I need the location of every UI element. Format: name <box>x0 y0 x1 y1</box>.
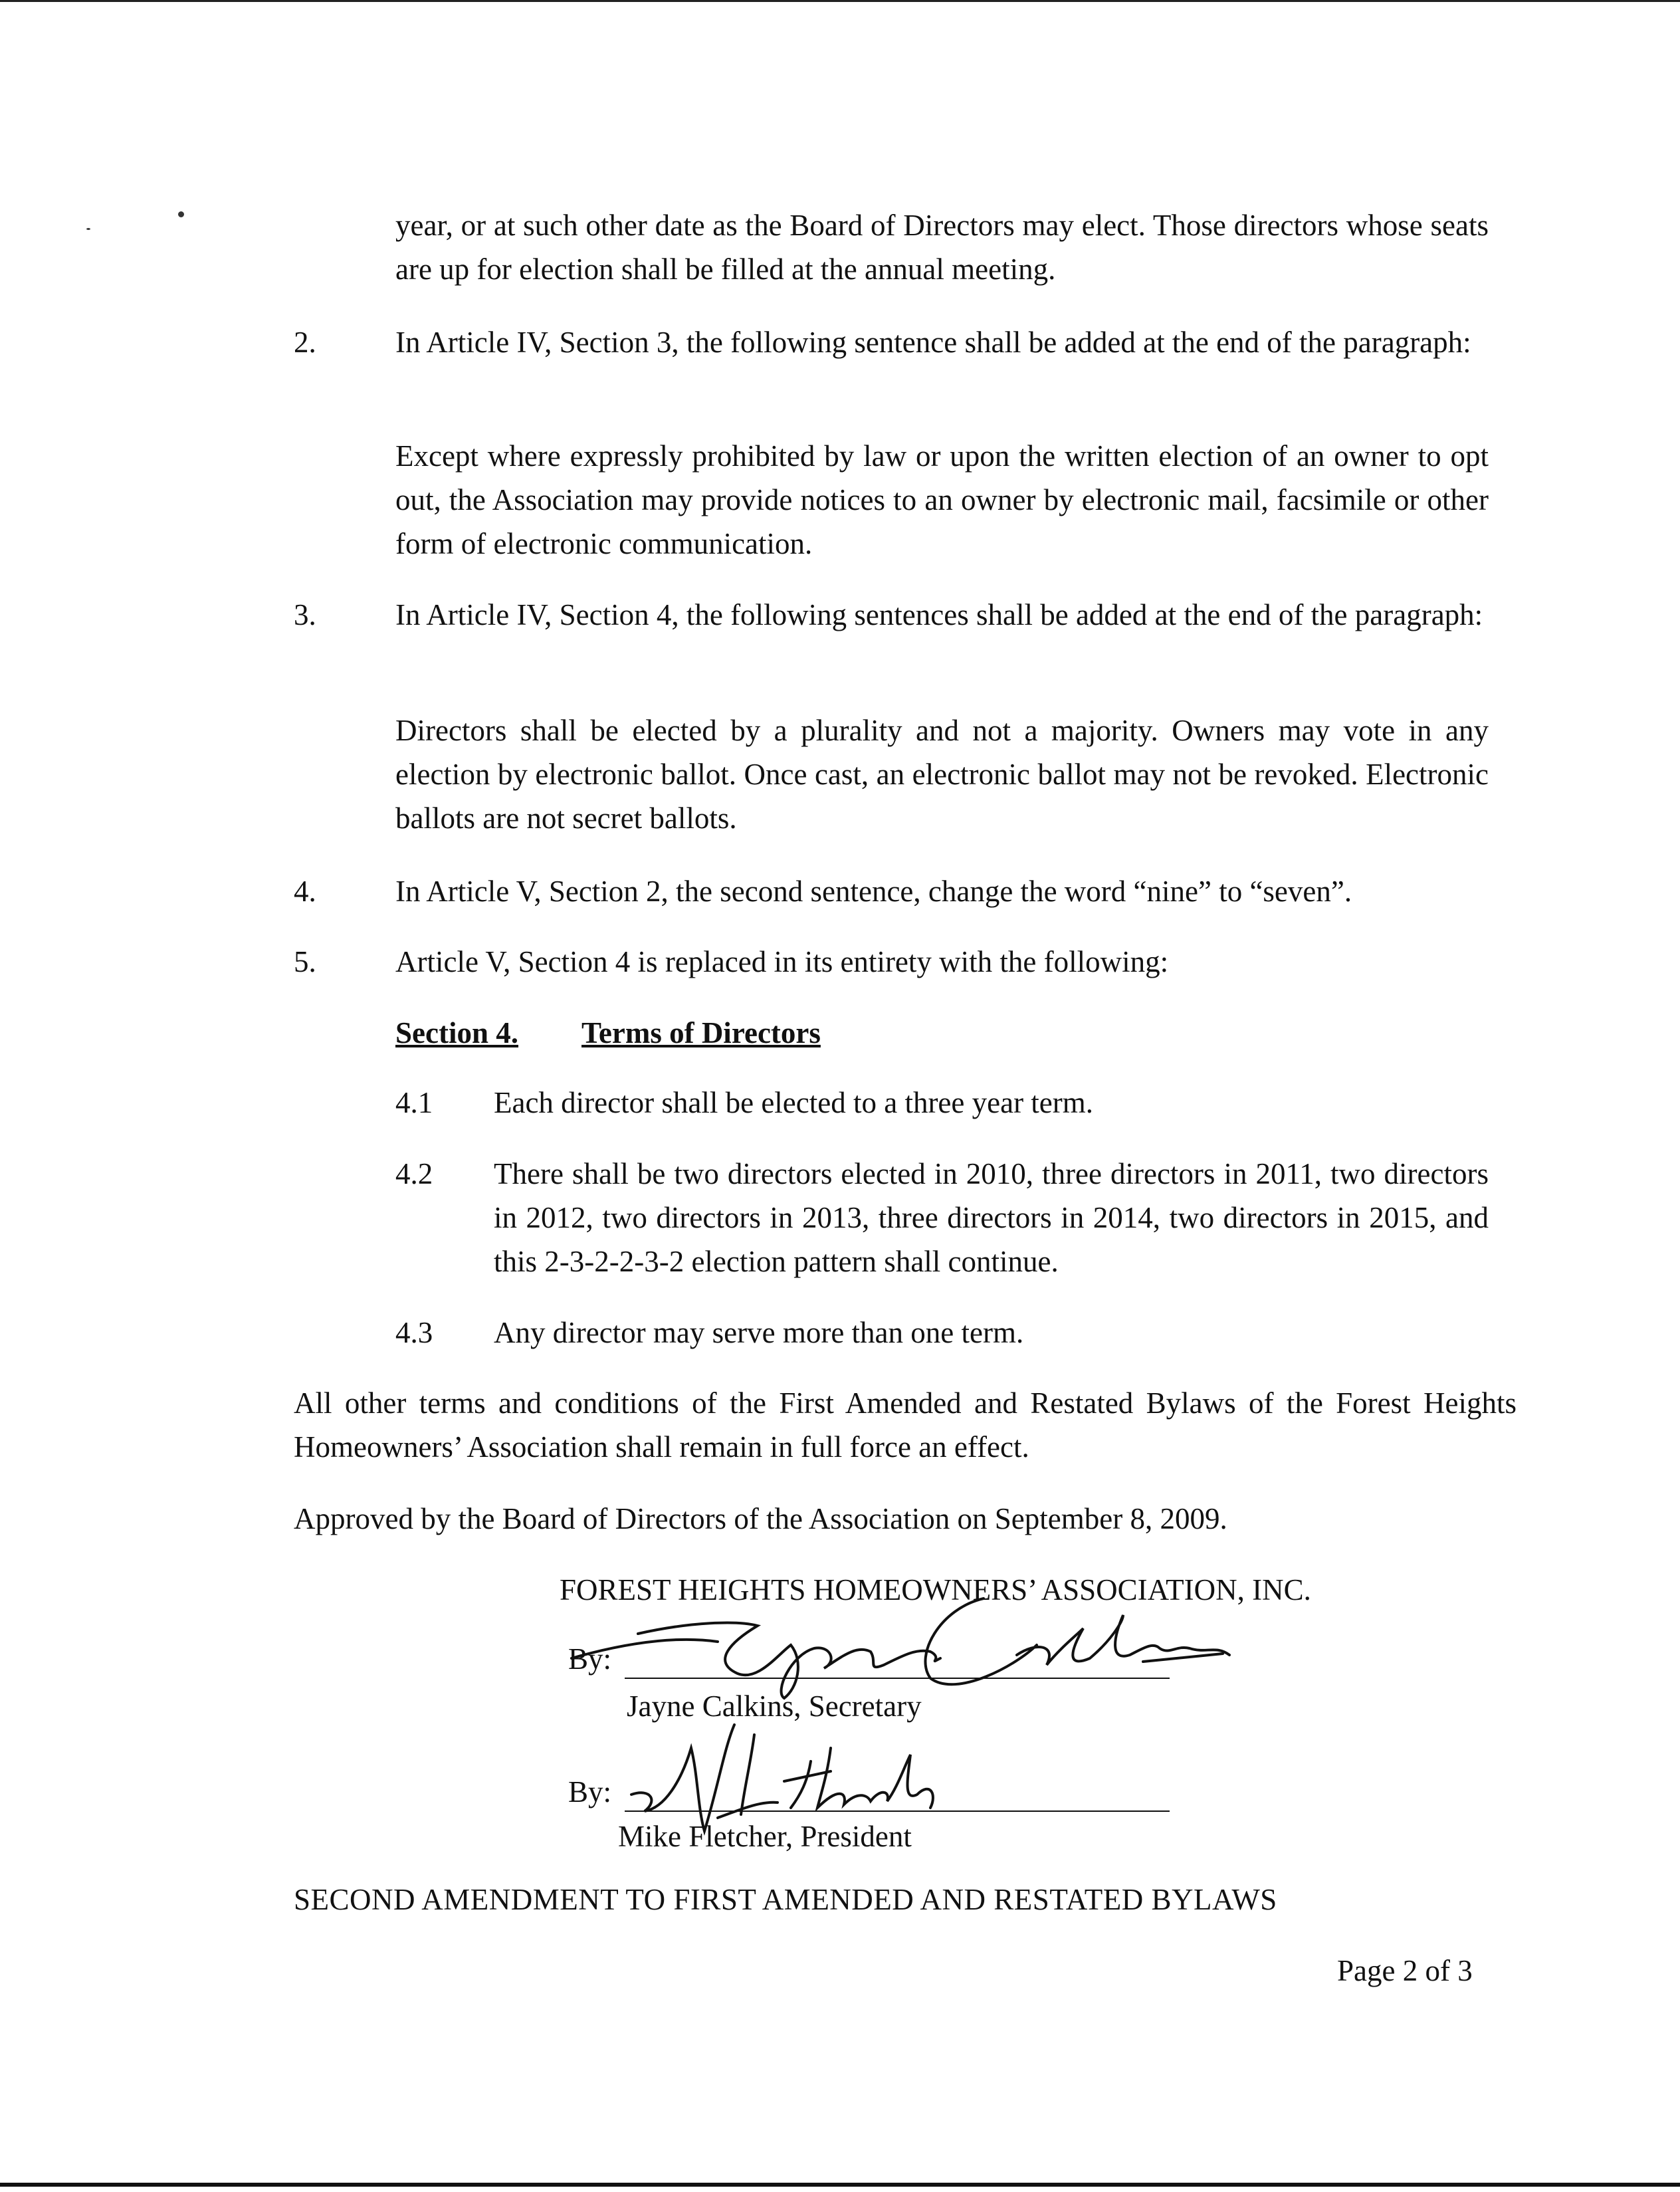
subitem-text: Any director may serve more than one term. <box>494 1316 1024 1349</box>
continued-paragraph: year, or at such other date as the Board of Directors may elect. Those directors whose seats are up for election shall be filled at the annual meeting. <box>395 209 1489 286</box>
section-title: Terms of Directors <box>581 1016 821 1049</box>
signer-name-title: Mike Fletcher, President <box>618 1820 912 1853</box>
by-label: By: <box>568 1775 612 1808</box>
subitem-text: Each director shall be elected to a three year term. <box>494 1086 1094 1119</box>
closing-paragraph: All other terms and conditions of the First Amended and Restated Bylaws of the Forest Heights Homeowners’ Association shall remain in full force an effect. <box>294 1386 1517 1464</box>
organization-name: FOREST HEIGHTS HOMEOWNERS’ ASSOCIATION, INC. <box>560 1573 1311 1606</box>
footer-title: SECOND AMENDMENT TO FIRST AMENDED AND RESTATED BYLAWS <box>294 1883 1277 1916</box>
subitem-text: There shall be two directors elected in 2010, three directors in 2011, two directors in 2012, two directors in 2013, three directors in 2014, two directors in 2015, and this 2-3-2-2-3-2 election pattern shall continue. <box>494 1157 1489 1278</box>
approval-statement: Approved by the Board of Directors of the Association on September 8, 2009. <box>294 1502 1227 1535</box>
signer-name-title: Jayne Calkins, Secretary <box>627 1690 922 1723</box>
item-number: 3. <box>294 598 316 631</box>
item-number: 4. <box>294 875 316 908</box>
page-bottom-edge <box>0 2183 1680 2187</box>
scan-speck <box>178 211 184 217</box>
quoted-paragraph: Directors shall be elected by a plurality and not a majority. Owners may vote in any election by electronic ballot. Once cast, an electronic ballot may not be revoked. Electronic ballots are not secret ballots. <box>395 714 1489 835</box>
item-text: In Article V, Section 2, the second sentence, change the word “nine” to “seven”. <box>395 875 1352 908</box>
page-top-edge <box>0 0 1680 2</box>
page-number: Page 2 of 3 <box>1337 1954 1473 1987</box>
scan-speck <box>86 228 90 230</box>
item-text: In Article IV, Section 4, the following sentences shall be added at the end of the paragraph: <box>395 598 1483 631</box>
item-text: Article V, Section 4 is replaced in its entirety with the following: <box>395 945 1169 978</box>
item-number: 2. <box>294 326 316 359</box>
item-number: 5. <box>294 945 316 978</box>
item-text: In Article IV, Section 3, the following sentence shall be added at the end of the paragraph: <box>395 326 1471 359</box>
quoted-paragraph: Except where expressly prohibited by law or upon the written election of an owner to opt out, the Association may provide notices to an owner by electronic mail, facsimile or other form of electronic communication. <box>395 439 1489 560</box>
subitem-number: 4.2 <box>395 1157 433 1190</box>
subitem-number: 4.3 <box>395 1316 433 1349</box>
subitem-number: 4.1 <box>395 1086 433 1119</box>
section-label: Section 4. <box>395 1016 518 1049</box>
by-label: By: <box>568 1642 612 1676</box>
